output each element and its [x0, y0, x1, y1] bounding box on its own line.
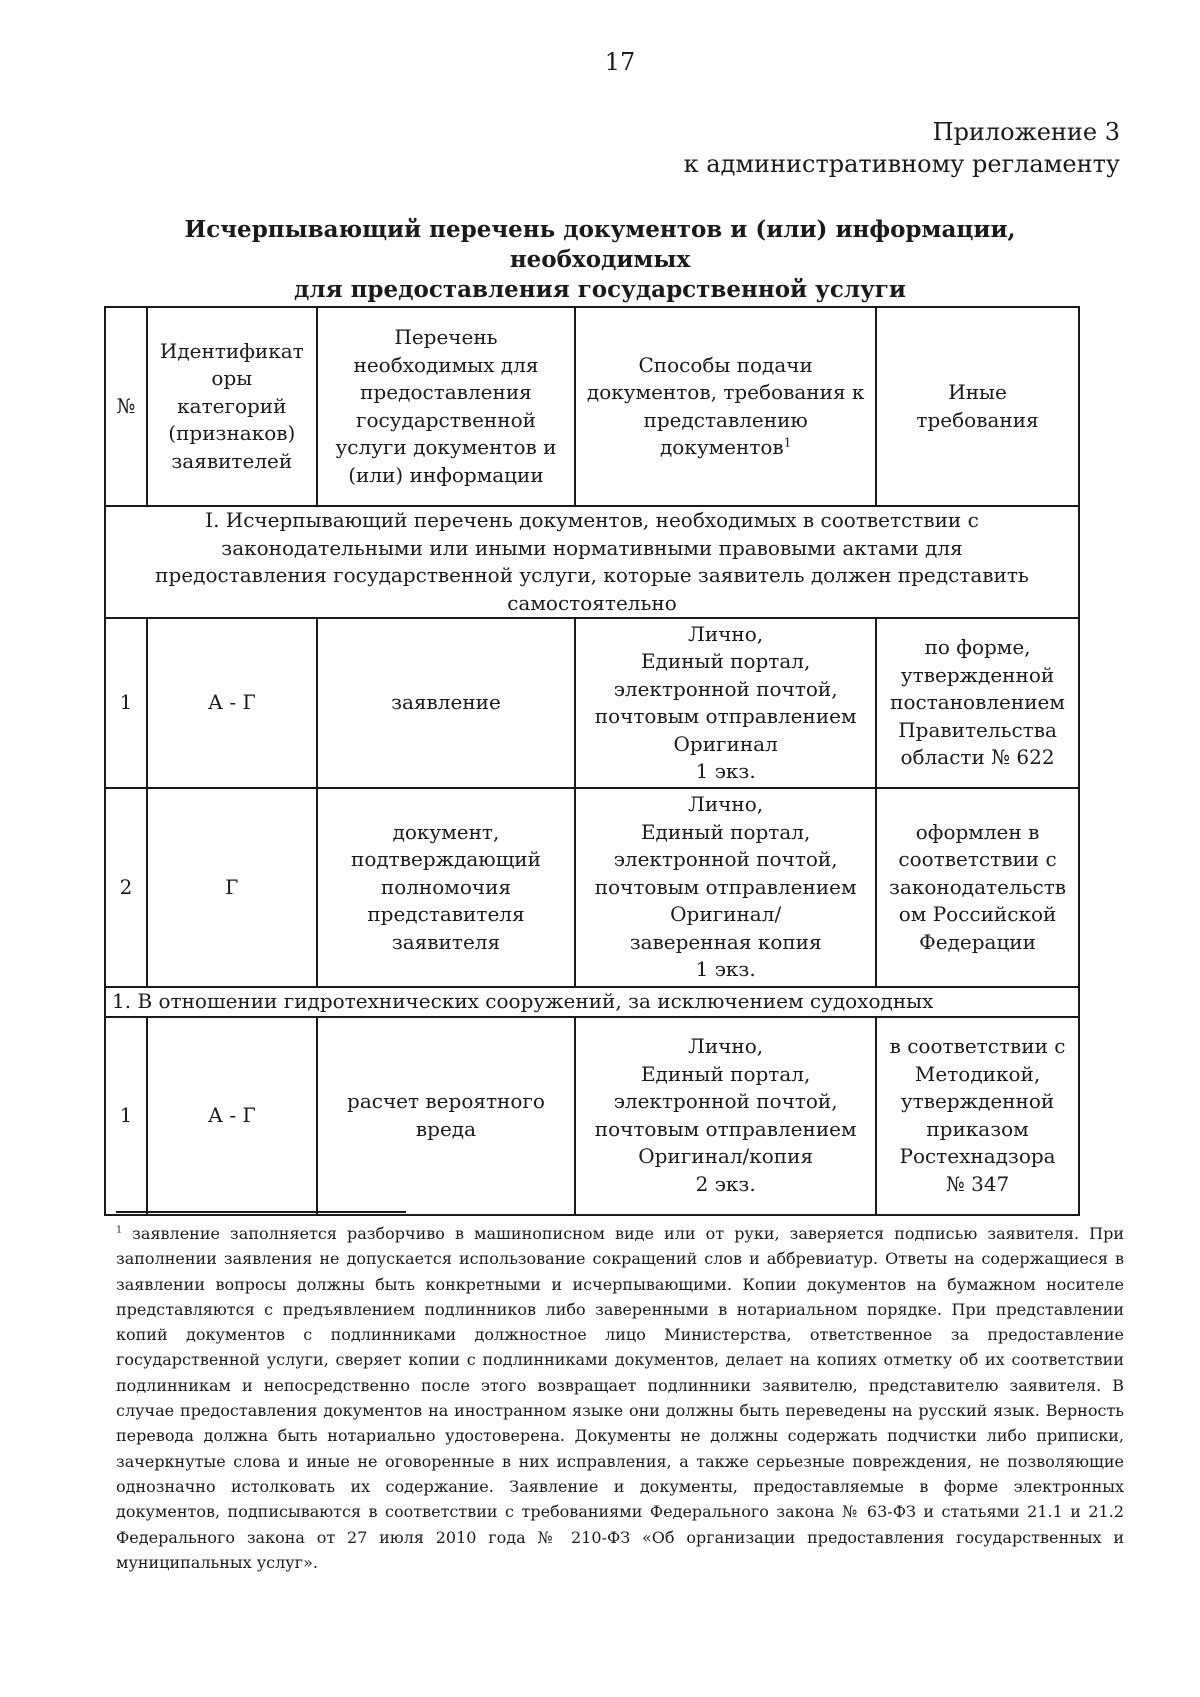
title-line-2: для предоставления государственной услуги: [294, 276, 906, 303]
documents-table: [104, 306, 1080, 1216]
subsection-heading: 1. В отношении гидротехнических сооружений, за исключением судоходных: [105, 987, 1079, 1017]
row-categories: А - Г: [147, 618, 317, 788]
appendix-heading: [684, 116, 1120, 180]
footnote-divider: [116, 1211, 406, 1213]
row-document: расчет вероятного вреда: [317, 1017, 575, 1215]
row-other: по форме, утвержденной постановлением Правительства области № 622: [876, 618, 1079, 788]
footnote-text: заявление заполняется разборчиво в машинописном виде или от руки, заверяется подписью заявителя. При заполнении заявления не допускается использование сокращений слов и аббревиатур. Ответы на содержащиеся в заявлении вопросы должны быть конкретными и исчерпывающими. Копии документов на бумажном носителе представляются с предъявлением подлинников либо заверенными в нотариальном порядке. При представлении копий документов с подлинниками должностное лицо Министерства, ответственное за предоставление государственной услуги, сверяет копии с подлинниками документов, делает на копиях отметку об их соответствии подлинникам и непосредственно после этого возвращает подлинники заявителю, представителю заявителя. В случае предоставления документов на иностранном языке они должны быть переведены на русский язык. Верность перевода должна быть нотариально удостоверена. Документы не должны содержать подчистки либо приписки, зачеркнутые слова и иные не оговоренные в них исправления, а также серьезные повреждения, не позволяющие однозначно истолковать их содержание. Заявление и документы, предоставляемые в форме электронных документов, подписываются в соответствии с требованиями Федерального закона № 63-ФЗ и статьями 21.1 и 21.2 Федерального закона от 27 июля 2010 года № 210-ФЗ «Об организации предоставления государственных и муниципальных услуг».: [116, 1224, 1124, 1572]
header-methods: [575, 307, 876, 506]
table-row: [105, 788, 1079, 987]
table-row: [105, 618, 1079, 788]
title-line-1: Исчерпывающий перечень документов и (или) информации, необходимых: [184, 216, 1016, 273]
footnote-ref: 1: [783, 435, 792, 450]
footnote-marker: 1: [116, 1224, 123, 1236]
page-number: 17: [604, 48, 636, 76]
table-header-row: [105, 307, 1079, 506]
header-methods-text: Способы подачи документов, требования к представлению документов: [586, 352, 865, 459]
header-documents: Перечень необходимых для предоставления государственной услуги документов и (или) информации: [317, 307, 575, 506]
row-other: оформлен в соответствии с законодательств ом Российской Федерации: [876, 788, 1079, 987]
row-num: 1: [105, 618, 147, 788]
document-title: [100, 215, 1100, 305]
header-num: №: [105, 307, 147, 506]
row-document: документ, подтверждающий полномочия представителя заявителя: [317, 788, 575, 987]
row-num: 2: [105, 788, 147, 987]
appendix-line-2: к административному регламенту: [683, 150, 1120, 178]
section-row: [105, 506, 1079, 618]
appendix-line-1: Приложение 3: [932, 118, 1120, 146]
header-other: Иные требования: [876, 307, 1079, 506]
row-methods: Лично, Единый портал, электронной почтой, почтовым отправлением Оригинал/ заверенная копия 1 экз.: [575, 788, 876, 987]
row-categories: А - Г: [147, 1017, 317, 1215]
row-document: заявление: [317, 618, 575, 788]
row-methods: Лично, Единый портал, электронной почтой, почтовым отправлением Оригинал 1 экз.: [575, 618, 876, 788]
subsection-row: [105, 987, 1079, 1017]
footnote: [116, 1221, 1124, 1575]
section-heading: I. Исчерпывающий перечень документов, необходимых в соответствии с законодательными или иными нормативными правовыми актами для предоставления государственной услуги, которые заявитель должен представить самостоятельно: [105, 506, 1079, 618]
header-categories: Идентификат оры категорий (признаков) заявителей: [147, 307, 317, 506]
row-categories: Г: [147, 788, 317, 987]
row-num: 1: [105, 1017, 147, 1215]
table-row: [105, 1017, 1079, 1215]
row-methods: Лично, Единый портал, электронной почтой, почтовым отправлением Оригинал/копия 2 экз.: [575, 1017, 876, 1215]
row-other: в соответствии с Методикой, утвержденной приказом Ростехнадзора № 347: [876, 1017, 1079, 1215]
